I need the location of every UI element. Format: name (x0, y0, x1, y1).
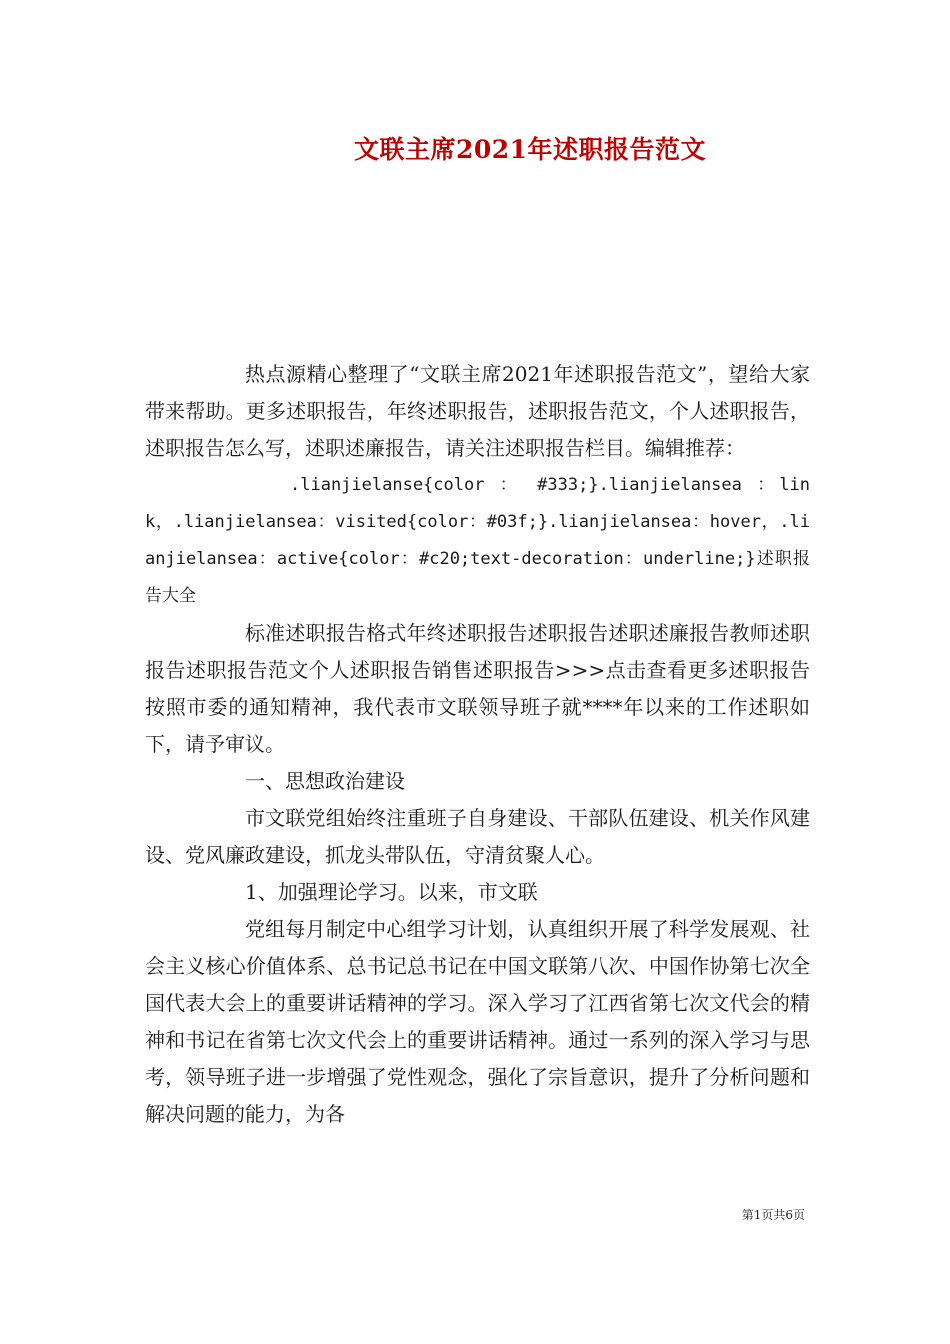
paragraph-party-building: 市文联党组始终注重班子自身建设、干部队伍建设、机关作风建设、党风廉政建设，抓龙头带队伍，守清贫聚人心。 (145, 806, 810, 867)
paragraph-links: 标准述职报告格式年终述职报告述职报告述职述廉报告教师述职报告述职报告范文个人述职报告销售述职报告>>>点击查看更多述职报告按照市委的通知精神，我代表市文联领导班子就****年以来的工作述职如下，请予审议。 (145, 621, 810, 756)
section-heading: 一、思想政治建设 (245, 769, 405, 793)
page-number: 第1页共6页 (741, 1208, 805, 1222)
subsection-heading: 1、加强理论学习。以来，市文联 (245, 880, 538, 904)
paragraph-intro: 热点源精心整理了“文联主席2021年述职报告范文”，望给大家带来帮助。更多述职报告，年终述职报告，述职报告范文，个人述职报告，述职报告怎么写，述职述廉报告，请关注述职报告栏目。编辑推荐： (145, 362, 810, 460)
document-title: 文联主席2021年述职报告范文 (353, 135, 707, 164)
paragraph-study: 党组每月制定中心组学习计划，认真组织开展了科学发展观、社会主义核心价值体系、总书记总书记在中国文联第八次、中国作协第七次全国代表大会上的重要讲话精神的学习。深入学习了江西省第七次文代会的精神和书记在省第七次文代会上的重要讲话精神。通过一系列的深入学习与思考，领导班子进一步增强了党性观念，强化了宗旨意识，提升了分析问题和解决问题的能力，为各 (145, 917, 810, 1126)
paragraph-css-code: .lianjielanse{color ： #333;}.lianjielansea ：link，.lianjielansea：visited{color：#03f;}.lianjielansea：hover，.lianjielansea：active{color：#c20;text-decoration：underline;}述职报告大全 (145, 475, 810, 606)
document-body (145, 356, 810, 1133)
